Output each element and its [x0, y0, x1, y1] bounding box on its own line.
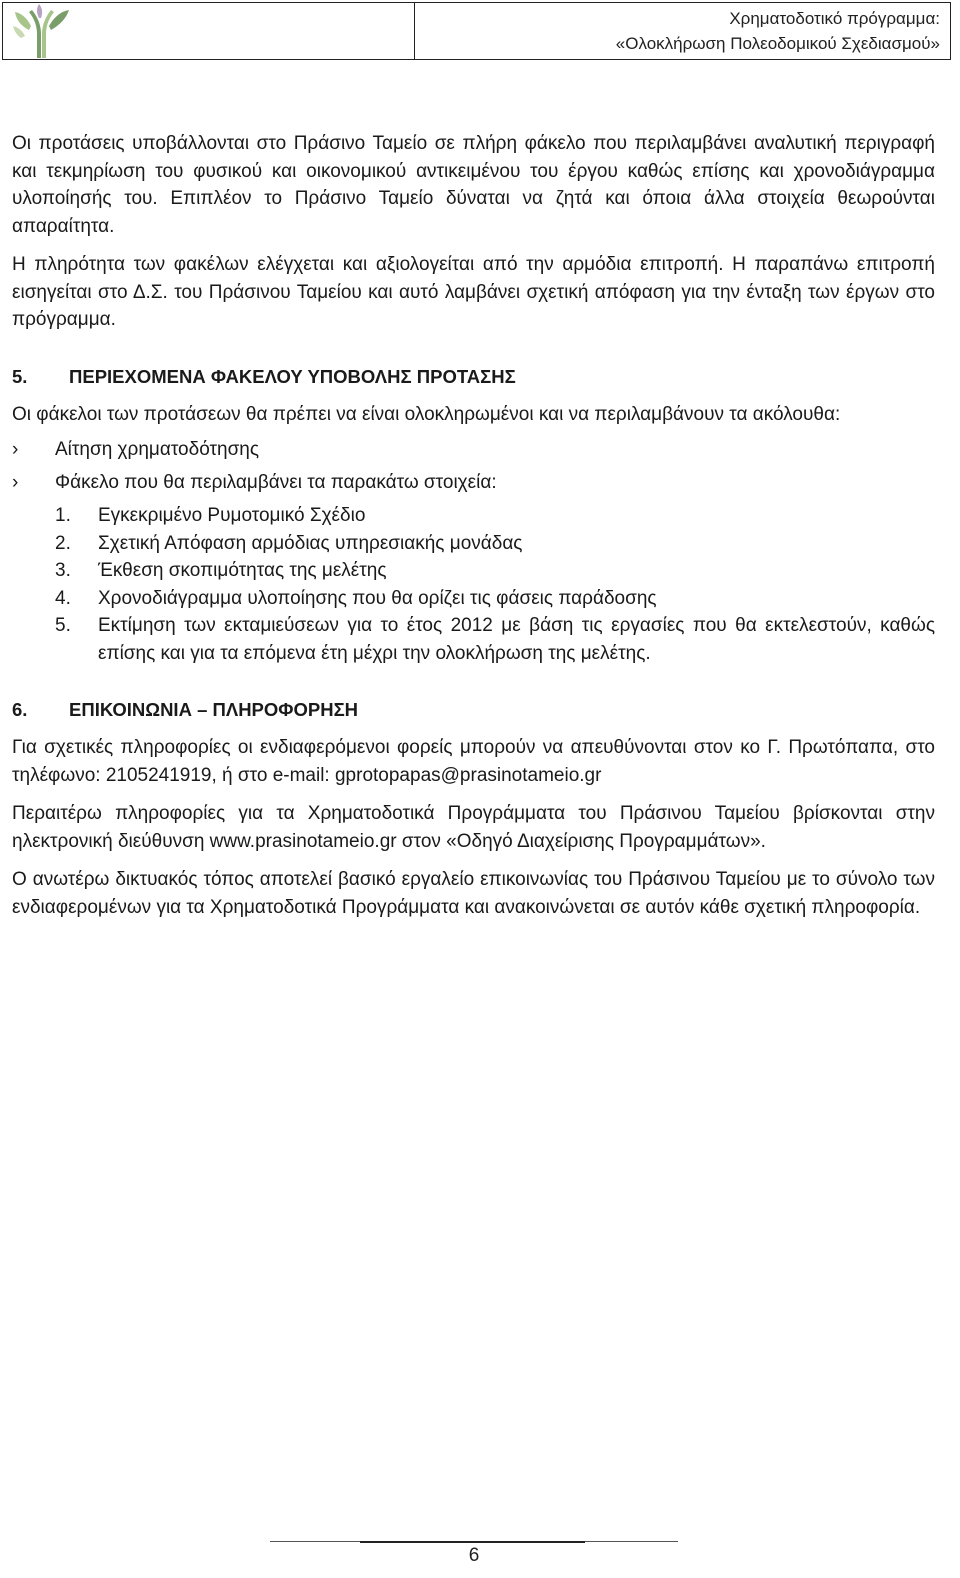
bullet-text: Φάκελο που θα περιλαμβάνει τα παρακάτω στοιχεία:	[55, 472, 497, 493]
section-6-title: ΕΠΙΚΟΙΝΩΝΙΑ – ΠΛΗΡΟΦΟΡΗΣΗ	[69, 699, 359, 720]
list-item	[12, 436, 935, 463]
item-text: Χρονοδιάγραμμα υλοποίησης που θα ορίζει τις φάσεις παράδοσης	[98, 587, 657, 609]
item-number: 2.	[55, 532, 71, 554]
item-number: 4.	[55, 587, 71, 609]
intro-paragraph-1: Οι προτάσεις υποβάλλονται στο Πράσινο Ταμείο σε πλήρη φάκελο που περιλαμβάνει αναλυτική περιγραφή και τεκμηρίωση του φυσικού και οικονομικού αντικειμένου του έργου καθώς επίσης και χρονοδιάγραμμα υλοποίησής του. Επιπλέον το Πράσινο Ταμείο δύναται να ζητά και όποια άλλα στοιχεία θεωρούνται απαραίτητα.	[12, 133, 935, 237]
item-number: 1.	[55, 505, 71, 526]
item-text: Εκτίμηση των εκταμιεύσεων για το έτος 2012 με βάση τις εργασίες που θα εκτελεστούν, καθώς επίσης και για τα επόμενα έτη μέχρι την ολοκλήρωση της μελέτης.	[98, 615, 935, 664]
item-text: Εγκεκριμένο Ρυμοτομικό Σχέδιο	[98, 505, 366, 526]
item-number: 5.	[55, 615, 71, 636]
list-item	[55, 530, 935, 558]
bullet-chevron-icon: ›	[12, 439, 19, 460]
list-item	[55, 612, 935, 667]
list-item	[12, 469, 935, 496]
section-5-numbered-list	[55, 502, 935, 667]
footer-divider-accent	[360, 1541, 585, 1543]
section-5-title: ΠΕΡΙΕΧΟΜΕΝΑ ΦΑΚΕΛΟΥ ΥΠΟΒΟΛΗΣ ΠΡΟΤΑΣΗΣ	[69, 365, 516, 387]
logo-cell	[3, 3, 415, 59]
section-6-paragraph-2: Περαιτέρω πληροφορίες για τα Χρηματοδοτικά Προγράμματα του Πράσινου Ταμείου βρίσκονται στην ηλεκτρονική διεύθυνση www.prasinotameio.gr στον «Οδηγό Διαχείρισης Προγραμμάτων».	[12, 803, 935, 852]
section-5-intro: Οι φάκελοι των προτάσεων θα πρέπει να είναι ολοκληρωμένοι και να περιλαμβάνουν τα ακόλουθα:	[12, 403, 841, 425]
item-number: 3.	[55, 560, 71, 581]
page-number: 6	[468, 1545, 480, 1566]
intro-paragraph-2: Η πληρότητα των φακέλων ελέγχεται και αξιολογείται από την αρμόδια επιτροπή. Η παραπάνω επιτροπή εισηγείται στο Δ.Σ. του Πράσινου Ταμείου και αυτό λαμβάνει σχετική απόφαση για την ένταξη των έργων στο πρόγραμμα.	[12, 254, 935, 330]
header-title-line-1: Χρηματοδοτικό πρόγραμμα:	[729, 9, 940, 28]
green-fund-tree-icon	[11, 4, 71, 58]
section-5-number: 5.	[12, 365, 28, 387]
page-header	[2, 2, 951, 60]
section-5-bullet-list	[12, 436, 935, 496]
document-body	[12, 130, 935, 921]
section-6-heading	[12, 697, 935, 723]
list-item	[55, 585, 935, 613]
bullet-chevron-icon: ›	[12, 472, 19, 493]
item-text: Σχετική Απόφαση αρμόδιας υπηρεσιακής μονάδας	[98, 532, 523, 554]
section-6-paragraph-1: Για σχετικές πληροφορίες οι ενδιαφερόμενοι φορείς μπορούν να απευθύνονται στον κο Γ. Πρωτόπαπα, στο τηλέφωνο: 2105241919, ή στο e-mail: gprotopapas@prasinotameio.gr	[12, 737, 935, 786]
item-text: Έκθεση σκοπιμότητας της μελέτης	[98, 560, 387, 581]
list-item	[55, 502, 935, 530]
list-item	[55, 557, 935, 585]
section-6-number: 6.	[12, 699, 28, 720]
section-6-paragraph-3: Ο ανωτέρω δικτυακός τόπος αποτελεί βασικό εργαλείο επικοινωνίας του Πράσινου Ταμείου με το σύνολο των ενδιαφερομένων για τα Χρηματοδοτικά Προγράμματα και ανακοινώνεται σε αυτόν κάθε σχετική πληροφορία.	[12, 869, 935, 918]
header-title	[415, 3, 950, 59]
bullet-text: Αίτηση χρηματοδότησης	[55, 439, 260, 460]
header-title-line-2: «Ολοκλήρωση Πολεοδομικού Σχεδιασμού»	[615, 34, 940, 53]
section-5-heading	[12, 364, 935, 390]
